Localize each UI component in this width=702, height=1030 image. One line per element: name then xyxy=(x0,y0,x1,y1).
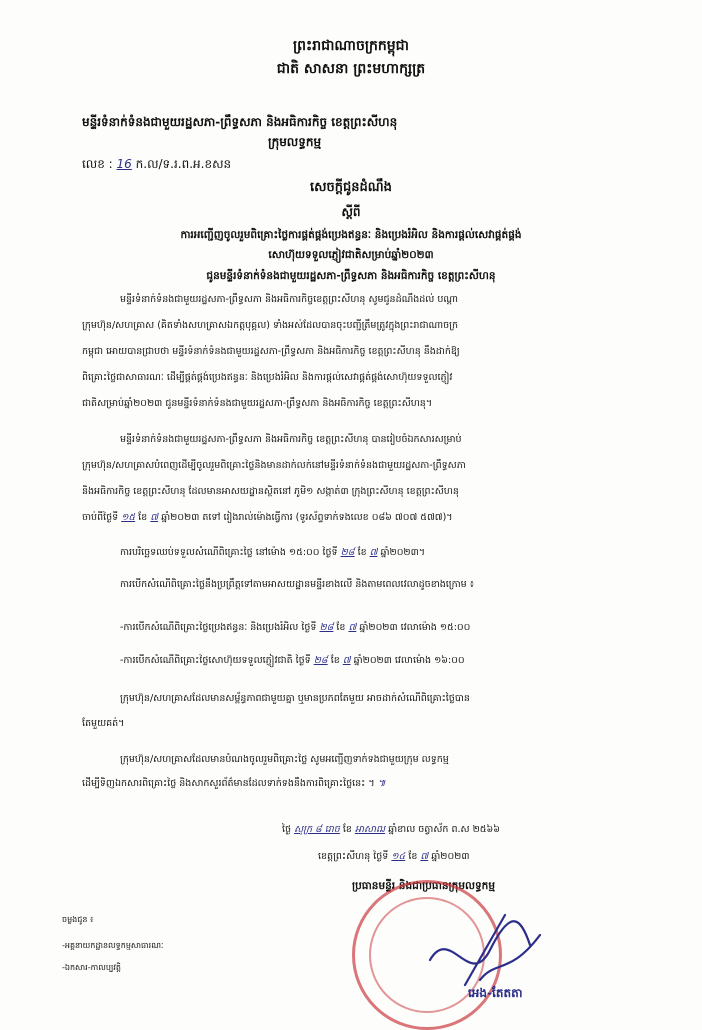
start-month: ៧ xyxy=(150,512,159,523)
kingdom-heading: ព្រះរាជាណាចក្រកម្ពុជា xyxy=(292,38,409,54)
paragraph-4-line: ក្រុមហ៊ុន/សហគ្រាសដែលមានសម្ព័ន្ធភាពជាមួយគ្នា ឬមានប្រភពតែមួយ អាចដាក់សំណើពិគ្រោះថ្លៃបាន xyxy=(120,693,470,704)
opening-item-2: -ការបើកសំណើពិគ្រោះថ្លៃសោហ៊ុយទទួលភ្ញៀវជាតិ ថ្ងៃទី ២៨ ខែ ៧ ឆ្នាំ២០២៣ វេលាម៉ោង ១៦:០០ xyxy=(120,655,465,666)
subject-line-3: ជូនមន្ទីរទំនាក់ទំនងជាមួយរដ្ឋសភា-ព្រឹទ្ធសភា និងអធិការកិច្ច ខេត្តព្រះសីហនុ xyxy=(206,270,496,282)
paragraph-1-line: មន្ទីរទំនាក់ទំនងជាមួយរដ្ឋសភា-ព្រឹទ្ធសភា និងអធិការកិច្ចខេត្តព្រះសីហនុ សូមជូនដំណឹងដល់ បណ្តា xyxy=(120,294,458,305)
paragraph-2-line: និងអធិការកិច្ច ខេត្តព្រះសីហនុ ដែលមានអាសយដ្ឋានស្ថិតនៅ ភូមិ១ សង្កាត់៣ ក្រុងព្រះសីហនុ ខេត្តព្រះសីហនុ xyxy=(82,486,459,497)
solar-date: ខេត្តព្រះសីហនុ ថ្ងៃទី ១៤ ខែ ៧ ឆ្នាំ២០២៣ xyxy=(318,851,470,862)
paragraph-1-line: ក្រុមហ៊ុន/សហគ្រាស (គិតទាំងសហគ្រាសឯកត្តបុគ្គល) ទាំងអស់ដែលបានចុះបញ្ជីត្រឹមត្រូវក្នុងព្រះរាជាណាចក្រ xyxy=(82,320,459,331)
paragraph-2-line: ចាប់ពីថ្ងៃទី ១៥ ខែ ៧ ឆ្នាំ២០២៣ តទៅ រៀងរាល់ម៉ោងធ្វើការ (ទូរស័ព្ទទាក់ទងលេខ ០៨៦ ៧០៧ ៥៧៧)។ xyxy=(82,512,453,523)
lunar-date: ថ្ងៃ សុក្រ ៨ រោច ខែ អាសាឍ ឆ្នាំខាល ចត្វាស័ក ព.ស ២៥៦៦ xyxy=(282,824,500,835)
signatory-name: អេង-តែតតា xyxy=(468,986,523,1000)
paragraph-4-line: តែមួយគត់។ xyxy=(82,718,125,729)
office-unit: ក្រុមលទ្ធកម្ម xyxy=(268,135,322,149)
solar-day: ១៤ xyxy=(391,851,406,862)
opening-1-month: ៧ xyxy=(348,622,357,633)
signature-scribble xyxy=(410,905,560,995)
recipients-heading: ចម្លងជូន ៖ xyxy=(62,915,94,924)
recipient-item: -អគ្គនាយកដ្ឋានលទ្ធកម្មសាធារណៈ xyxy=(62,941,164,950)
deadline-line: ការបរិច្ឆេទឈប់ទទួលសំណើពិគ្រោះថ្លៃ នៅម៉ោង ១៥:០០ ថ្ងៃទី ២៨ ខែ ៧ ឆ្នាំ២០២៣។ xyxy=(120,547,425,558)
paragraph-5-line: ក្រុមហ៊ុន/សហគ្រាសដែលមានបំណងចូលរួមពិគ្រោះថ្លៃ សូមអញ្ជើញទាក់ទងជាមួយក្រុម លទ្ធកម្ម xyxy=(120,754,449,765)
subject-line-2: សោហ៊ុយទទួលភ្ញៀវជាតិសម្រាប់ឆ្នាំ២០២៣ xyxy=(268,249,434,261)
recipient-item: -ឯកសារ-កាលប្បវត្តិ xyxy=(62,963,121,972)
deadline-day: ២៨ xyxy=(340,547,355,558)
document-title: សេចក្តីជូនដំណឹង xyxy=(310,180,392,195)
solar-month: ៧ xyxy=(420,851,429,862)
paragraph-5-line: ដើម្បីទិញឯកសារពិគ្រោះថ្លៃ និងសាកសួរព័ត៌មានដែលទាក់ទងនឹងការពិគ្រោះថ្លៃនេះ ។ ៕ xyxy=(82,778,386,789)
office-name: មន្ទីរទំនាក់ទំនងជាមួយរដ្ឋសភា-ព្រឹទ្ធសភា និងអធិការកិច្ច ខេត្តព្រះសីហនុ xyxy=(82,115,398,129)
reference-value: 16 xyxy=(116,157,132,171)
subject-line-1: ការអញ្ជើញចូលរួមពិគ្រោះថ្លៃការផ្គត់ផ្គង់ប្រេងឥន្ធនៈ និងប្រេងរំអិល និងការផ្តល់សេវាផ្គត់ផ្គង់ xyxy=(180,229,522,241)
opening-1-day: ២៨ xyxy=(319,622,334,633)
paragraph-2-line: ក្រុមហ៊ុន/សហគ្រាសបំពេញដើម្បីចូលរួមពិគ្រោះថ្លៃនិងមានដាក់លក់នៅមន្ទីរទំនាក់ទំនងជាមួយរដ្ឋសភា-ព្រឹទ្ធសភា xyxy=(82,460,466,471)
paragraph-1-line: ពិគ្រោះថ្លៃជាសាធារណៈ ដើម្បីផ្គត់ផ្គង់ប្រេងឥន្ធនៈ និងប្រេងរំអិល និងការផ្តល់សេវាផ្គត់ផ្គង់សោហ៊ុយទទួលភ្ញៀវ xyxy=(82,372,453,383)
lunar-day: សុក្រ ៨ រោច xyxy=(294,824,340,835)
reference-number xyxy=(82,156,231,172)
document-about: ស្តីពី xyxy=(341,205,361,219)
signatory-title: ប្រធានមន្ទីរ និងជាប្រធានក្រុមលទ្ធកម្ម xyxy=(352,880,496,892)
opening-2-day: ២៨ xyxy=(313,655,328,666)
paragraph-2-line: មន្ទីរទំនាក់ទំនងជាមួយរដ្ឋសភា-ព្រឹទ្ធសភា និងអធិការកិច្ច ខេត្តព្រះសីហនុ បានរៀបចំឯកសារសម្រាប់ xyxy=(120,434,462,445)
lunar-month: អាសាឍ xyxy=(354,824,386,835)
opening-2-month: ៧ xyxy=(342,655,351,666)
opening-item-1: -ការបើកសំណើពិគ្រោះថ្លៃប្រេងឥន្ធនៈ និងប្រេងរំអិល ថ្ងៃទី ២៨ ខែ ៧ ឆ្នាំ២០២៣ វេលាម៉ោង ១៥:០០ xyxy=(120,622,471,633)
motto-heading: ជាតិ សាសនា ព្រះមហាក្សត្រ xyxy=(276,61,426,77)
opening-intro: ការបើកសំណើពិគ្រោះថ្លៃនឹងប្រព្រឹត្តទៅតាមអាសយដ្ឋានមន្ទីរខាងលើ និងតាមពេលវេលាដូចខាងក្រោម ៖ xyxy=(120,579,474,590)
paragraph-1-line: ជាតិសម្រាប់ឆ្នាំ២០២៣ ជូនមន្ទីរទំនាក់ទំនងជាមួយរដ្ឋសភា-ព្រឹទ្ធសភា និងអធិការកិច្ច ខេត្តព្រះសីហនុ។ xyxy=(82,398,433,409)
deadline-month: ៧ xyxy=(369,547,378,558)
end-mark: ៕ xyxy=(377,778,386,789)
paragraph-1-line: កម្ពុជា អោយបានជ្រាបថា មន្ទីរទំនាក់ទំនងជាមួយរដ្ឋសភា-ព្រឹទ្ធសភា និងអធិការកិច្ច ខេត្តព្រះសីហនុ នឹងដាក់ឱ្យ xyxy=(82,346,460,357)
reference-suffix: ក.ល/ទ.រ.ព.អ.ខសន xyxy=(135,157,232,171)
start-day: ១៥ xyxy=(121,512,136,523)
reference-label: លេខ : xyxy=(82,157,113,171)
